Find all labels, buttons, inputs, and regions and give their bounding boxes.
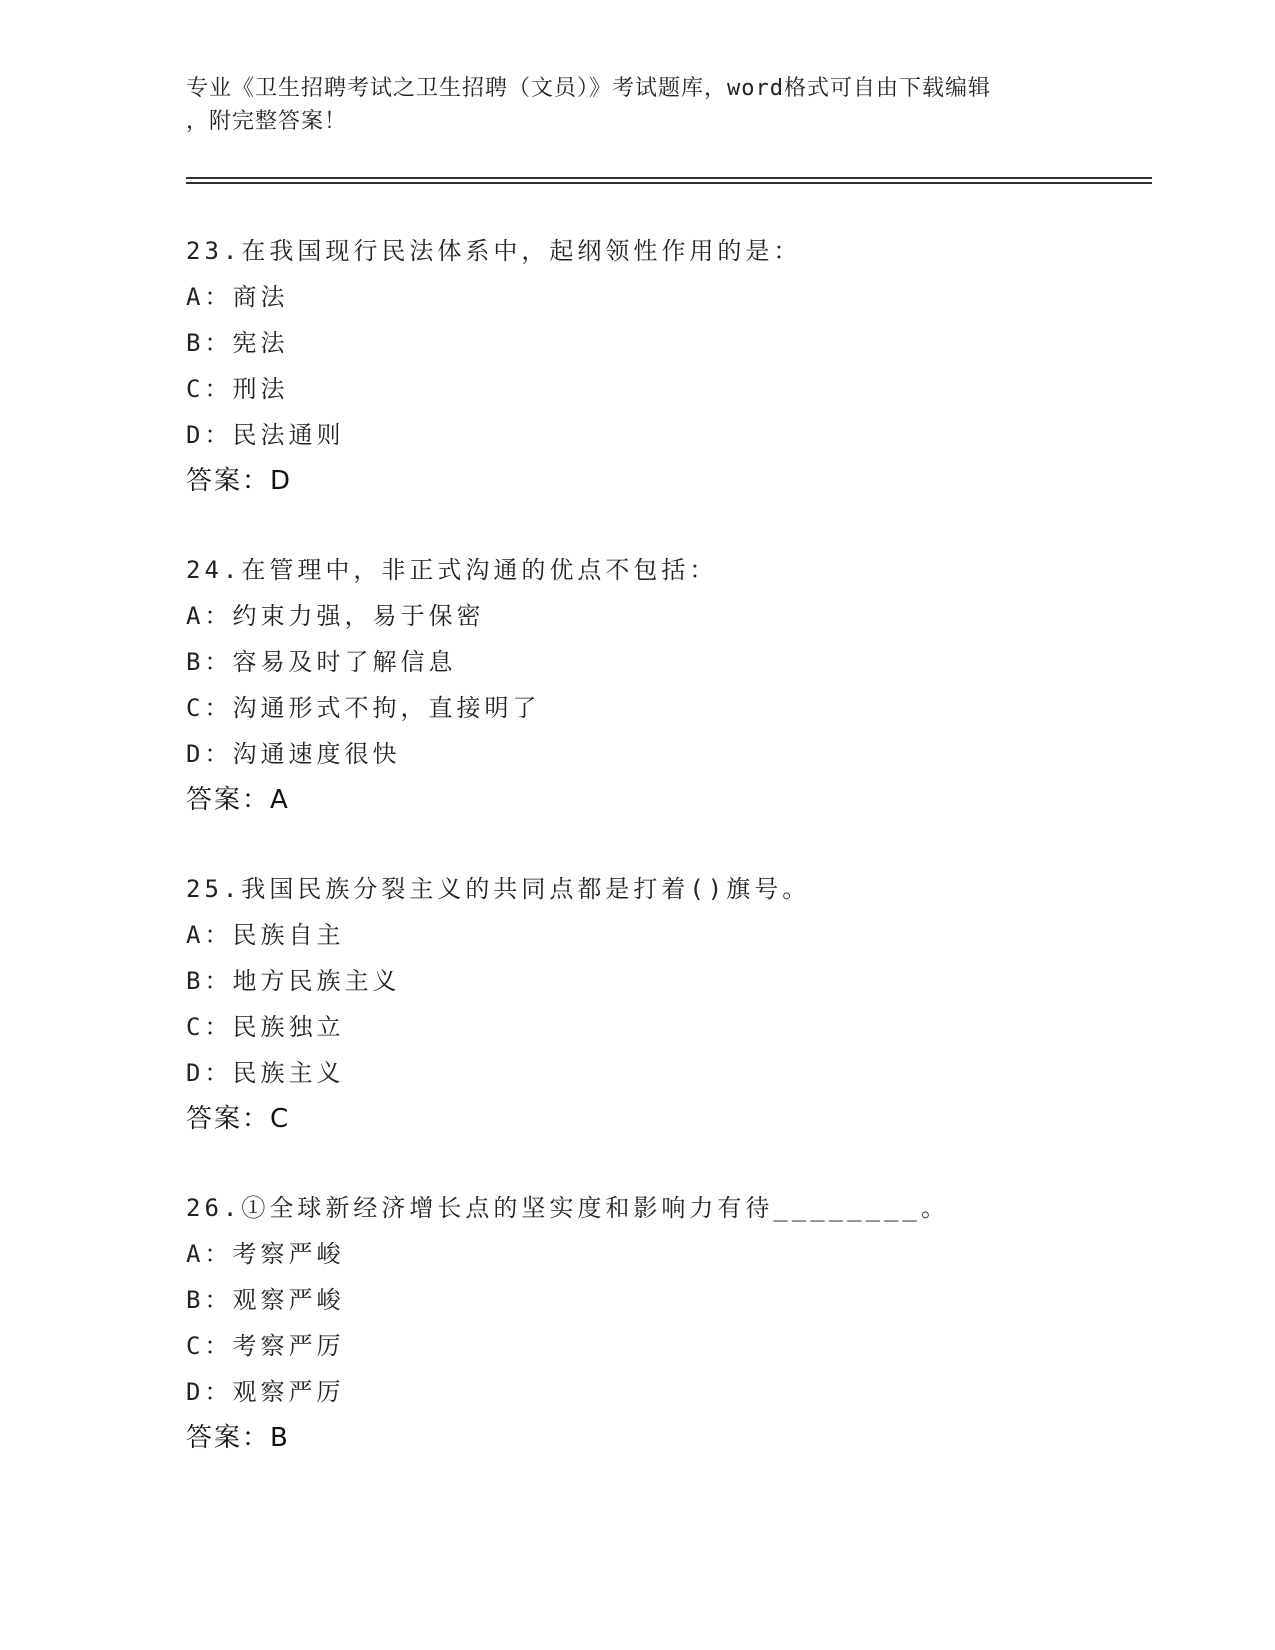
- question-block: [186, 228, 1146, 504]
- option-b: B：观察严峻: [186, 1286, 345, 1314]
- question-title: 23.在我国现行民法体系中，起纲领性作用的是：: [186, 237, 802, 265]
- header-line-1: 专业《卫生招聘考试之卫生招聘（文员）》考试题库，word格式可自由下载编辑: [186, 76, 991, 101]
- question-block: [186, 866, 1146, 1142]
- answer-label: 答案：D: [186, 466, 293, 496]
- option-c: C：刑法: [186, 375, 289, 403]
- question-title: 24.在管理中，非正式沟通的优点不包括：: [186, 556, 718, 584]
- option-c: C：民族独立: [186, 1013, 345, 1041]
- question-block: [186, 547, 1146, 823]
- option-c: C：沟通形式不拘，直接明了: [186, 694, 541, 722]
- option-d: D：观察严厉: [186, 1378, 345, 1406]
- answer-label: 答案：A: [186, 785, 290, 815]
- header-divider-top: [186, 177, 1152, 179]
- question-title: 26.①全球新经济增长点的坚实度和影响力有待________。: [186, 1194, 949, 1222]
- option-a: A：商法: [186, 283, 289, 311]
- header-divider-bottom: [186, 182, 1152, 184]
- option-a: A：考察严峻: [186, 1240, 345, 1268]
- option-d: D：沟通速度很快: [186, 740, 401, 768]
- option-c: C：考察严厉: [186, 1332, 345, 1360]
- option-d: D：民族主义: [186, 1059, 345, 1087]
- option-b: B：宪法: [186, 329, 289, 357]
- question-title: 25.我国民族分裂主义的共同点都是打着()旗号。: [186, 875, 811, 903]
- answer-label: 答案：B: [186, 1423, 290, 1453]
- option-b: B：地方民族主义: [186, 967, 401, 995]
- option-a: A：约束力强，易于保密: [186, 602, 485, 630]
- option-d: D：民法通则: [186, 421, 345, 449]
- header-line-2: ，附完整答案！: [186, 109, 348, 134]
- answer-label: 答案：C: [186, 1104, 291, 1134]
- document-header: [186, 72, 1086, 138]
- option-a: A：民族自主: [186, 921, 345, 949]
- question-block: [186, 1185, 1146, 1461]
- option-b: B：容易及时了解信息: [186, 648, 457, 676]
